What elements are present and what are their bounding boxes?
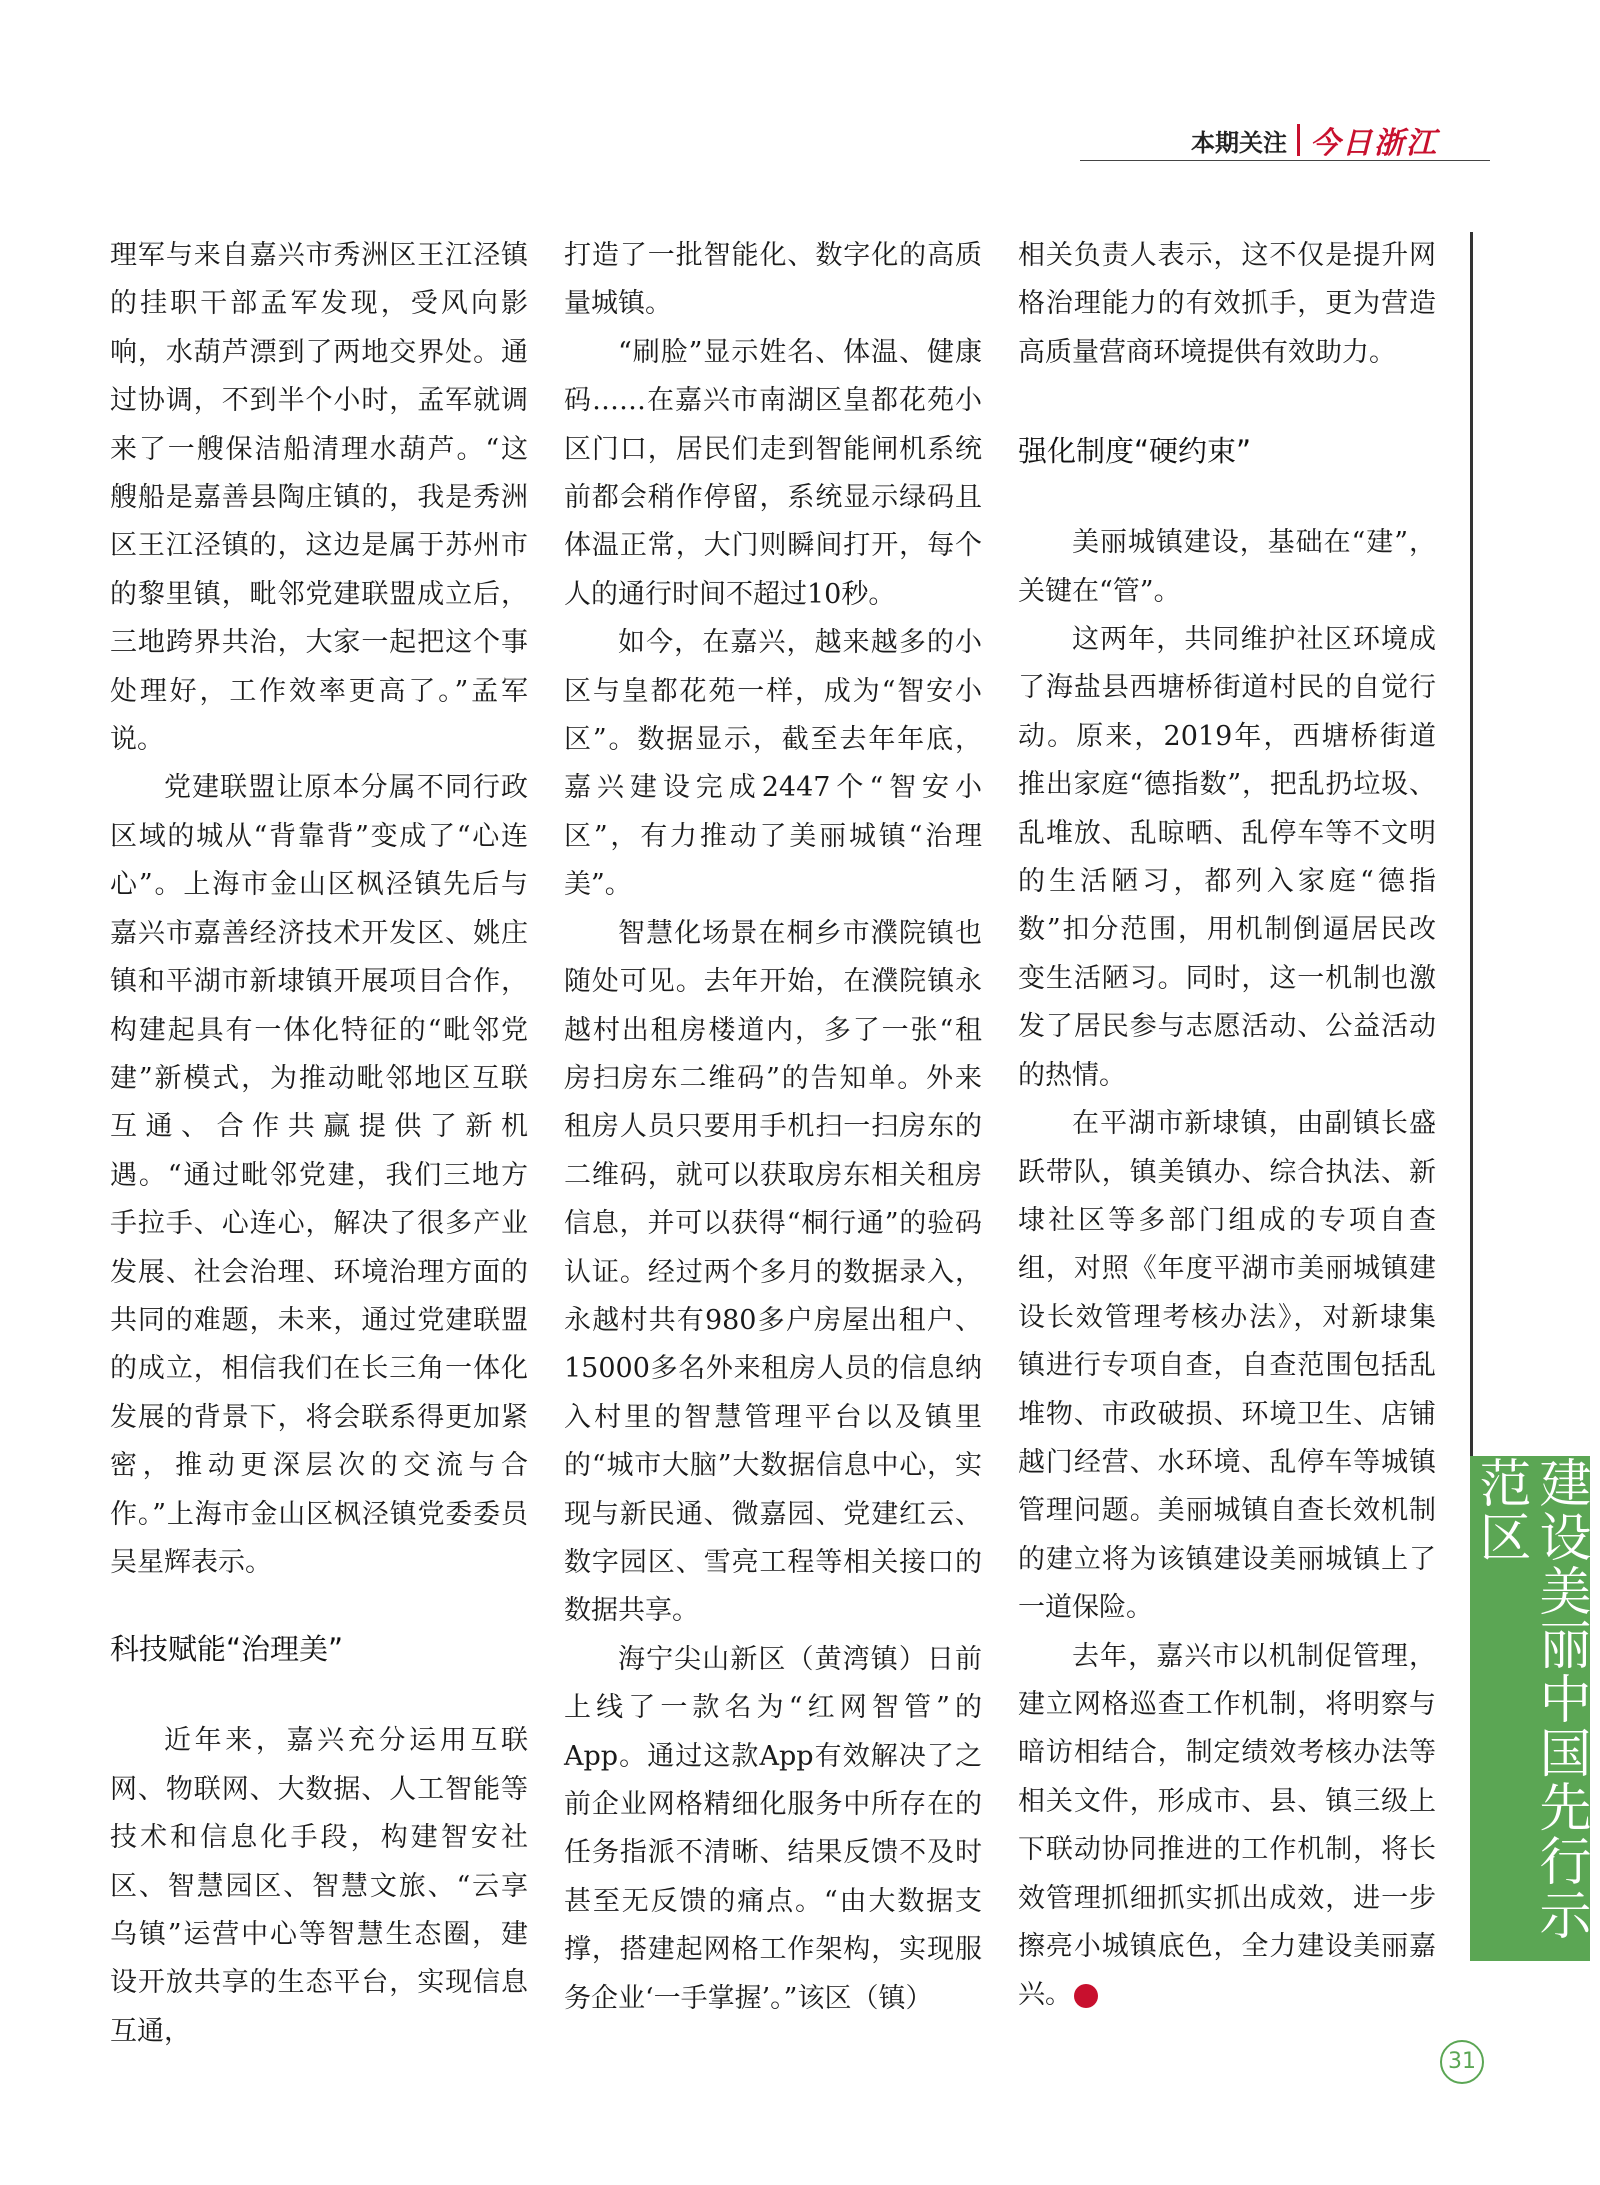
paragraph-text: 近年来，嘉兴充分运用互联网、物联网、大数据、人工智能等技术和信息化手段，构建智安社区、智慧园区、智慧文旅、“云享乌镇”运营中心等智慧生态圈，建设开放共享的生态平台，实现信息互通， [110, 1725, 528, 2047]
paragraph [564, 910, 982, 1636]
section-heading [1018, 429, 1436, 473]
paragraph-text: 打造了一批智能化、数字化的高质量城镇。 [564, 240, 982, 320]
paragraph-text: 在平湖市新埭镇，由副镇长盛跃带队，镇美镇办、综合执法、新埭社区等多部门组成的专项自查组，对照《年度平湖市美丽城镇建设长效管理考核办法》，对新埭集镇进行专项自查，自查范围包括乱堆物、市政破损、环境卫生、店铺越门经营、水环境、乱停车等城镇管理问题。美丽城镇自查长效机制的建立将为该镇建设美丽城镇上了一道保险。 [1018, 1108, 1436, 1624]
paragraph-text: 相关负责人表示，这不仅是提升网格治理能力的有效抓手，更为营造高质量营商环境提供有效助力。 [1018, 240, 1436, 368]
paragraph-text: 美丽城镇建设，基础在“建”，关键在“管”。 [1018, 527, 1436, 607]
paragraph [1018, 616, 1436, 1100]
side-tab-text: 建设美丽中国先行示范区 [1470, 1456, 1590, 1942]
heading-text: 科技赋能“治理美” [110, 1632, 344, 1667]
running-header [1191, 118, 1438, 162]
paragraph-text: 智慧化场景在桐乡市濮院镇也随处可见。去年开始，在濮院镇永越村出租房楼道内，多了一张“租房扫房东二维码”的告知单。外来租房人员只要用手机扫一扫房东的二维码，就可以获取房东相关租房信息，并可以获得“桐行通”的验码认证。经过两个多月的数据录入，永越村共有980多户房屋出租户、15000多名外来租房人员的信息纳入村里的智慧管理平台以及镇里的“城市大脑”大数据信息中心，实现与新民通、微嘉园、党建红云、数字园区、雪亮工程等相关接口的数据共享。 [564, 917, 982, 1627]
paragraph-text: 海宁尖山新区（黄湾镇）日前上线了一款名为“红网智管”的App。通过这款App有效解决了之前企业网格精细化服务中所存在的任务指派不清晰、结果反馈不及时甚至无反馈的痛点。“由大数据支撑，搭建起网格工作架构，实现服务企业‘一手掌握’。”该区（镇） [564, 1643, 982, 2014]
paragraph [1018, 519, 1436, 616]
paragraph-text: 这两年，共同维护社区环境成了海盐县西塘桥街道村民的自觉行动。原来，2019年，西塘桥街道推出家庭“德指数”，把乱扔垃圾、乱堆放、乱晾晒、乱停车等不文明的生活陋习，都列入家庭“德指数”扣分范围，用机制倒逼居民改变生活陋习。同时，这一机制也激发了居民参与志愿活动、公益活动的热情。 [1018, 624, 1436, 1091]
paragraph [564, 1636, 982, 2023]
paragraph-text: 理军与来自嘉兴市秀洲区王江泾镇的挂职干部孟军发现，受风向影响，水葫芦漂到了两地交界处。通过协调，不到半个小时，孟军就调来了一艘保洁船清理水葫芦。“这艘船是嘉善县陶庄镇的，我是秀洲区王江泾镇的，这边是属于苏州市的黎里镇，毗邻党建联盟成立后，三地跨界共治，大家一起把这个事处理好，工作效率更高了。”孟军说。 [110, 240, 528, 756]
paragraph [110, 232, 528, 764]
paragraph [1018, 1100, 1436, 1632]
brand-logo: 今日浙江 [1310, 126, 1438, 161]
paragraph-text: “刷脸”显示姓名、体温、健康码……在嘉兴市南湖区皇都花苑小区门口，居民们走到智能闸机系统前都会稍作停留，系统显示绿码且体温正常，大门则瞬间打开，每个人的通行时间不超过10秒。 [564, 336, 982, 610]
paragraph [564, 232, 982, 329]
side-rule [1470, 232, 1473, 1457]
paragraph [1018, 232, 1436, 377]
section-label: 本期关注 [1191, 128, 1287, 157]
paragraph-text: 去年，嘉兴市以机制促管理，建立网格巡查工作机制，将明察与暗访相结合，制定绩效考核办法等相关文件，形成市、县、镇三级上下联动协同推进的工作机制，将长效管理抓细抓实抓出成效，进一步擦亮小城镇底色，全力建设美丽嘉兴。 [1018, 1640, 1436, 2011]
text-column-3 [1018, 232, 1436, 2020]
section-heading [110, 1627, 528, 1671]
paragraph [1018, 1633, 1436, 2020]
text-column-1 [110, 232, 528, 2056]
paragraph [564, 329, 982, 619]
section-side-tab [1470, 1456, 1590, 1961]
header-divider [1297, 124, 1300, 156]
paragraph [110, 764, 528, 1587]
page-number: 31 [1440, 2040, 1484, 2084]
paragraph-text: 党建联盟让原本分属不同行政区域的城从“背靠背”变成了“心连心”。上海市金山区枫泾镇先后与嘉兴市嘉善经济技术开发区、姚庄镇和平湖市新埭镇开展项目合作，构建起具有一体化特征的“毗邻党建”新模式，为推动毗邻地区互联互通、合作共赢提供了新机遇。“通过毗邻党建，我们三地方手拉手、心连心，解决了很多产业发展、社会治理、环境治理方面的共同的难题，未来，通过党建联盟的成立，相信我们在长三角一体化发展的背景下，将会联系得更加紧密，推动更深层次的交流与合作。”上海市金山区枫泾镇党委委员吴星辉表示。 [110, 772, 528, 1578]
paragraph [564, 619, 982, 909]
text-column-2 [564, 232, 982, 2023]
heading-text: 强化制度“硬约束” [1018, 434, 1252, 469]
end-mark-icon: 今 [1074, 1984, 1098, 2008]
paragraph [110, 1717, 528, 2056]
paragraph-text: 如今，在嘉兴，越来越多的小区与皇都花苑一样，成为“智安小区”。数据显示，截至去年年底，嘉兴建设完成2447个“智安小区”，有力推动了美丽城镇“治理美”。 [564, 627, 982, 901]
